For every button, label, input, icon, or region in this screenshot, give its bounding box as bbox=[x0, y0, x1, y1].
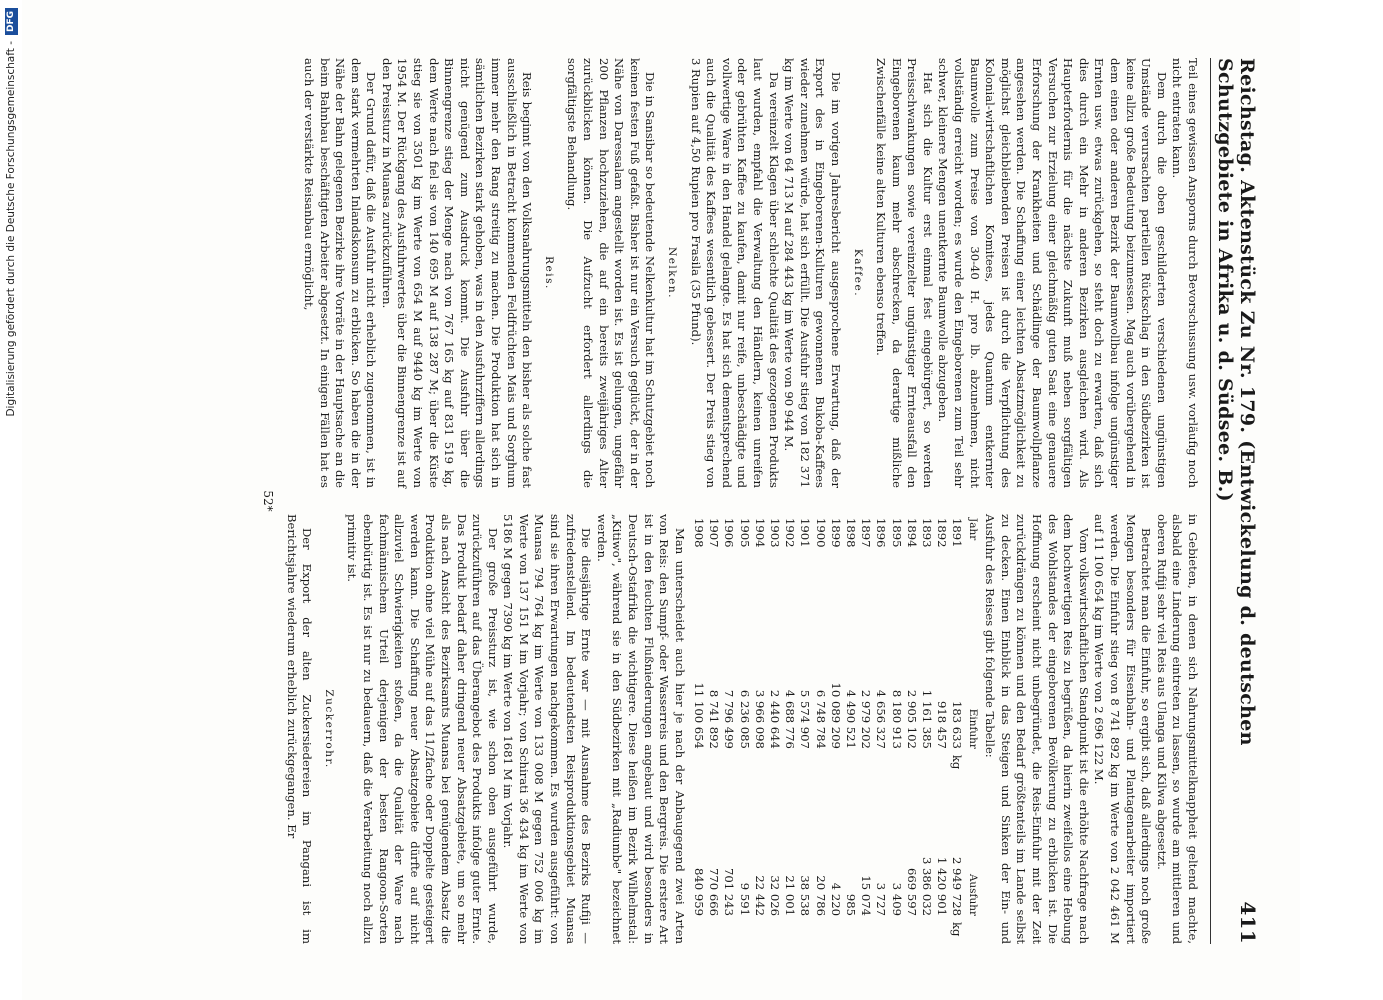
paragraph: Teil eines gewissen Ansporns durch Bevorschussung usw. vorläufig noch nicht entraten kann. bbox=[1170, 58, 1200, 488]
cell-import: 10 089 209 bbox=[828, 682, 843, 749]
cell-unit bbox=[797, 920, 812, 944]
section-heading-kaffee: Kaffee. bbox=[851, 248, 864, 298]
cell-export: 2 949 728 bbox=[950, 856, 965, 916]
cell-unit bbox=[828, 920, 843, 944]
rice-trade-table bbox=[691, 514, 980, 944]
cell-export: 3 386 032 bbox=[920, 856, 935, 916]
paragraph: Die in Sansibar so bedeutende Nelkenkultur hat im Schutzgebiet noch keinen festen Fuß gefaßt. Bisher ist nur ein Versuch geglückt, der in der Nähe von Daressalam angestellt worden ist. Es ist gelungen, ungefähr 200 Pflanzen hochzuziehen, die auf ein bereits zweijähriges Alter zurückblicken können. Die Aufzucht erfordert allerdings die sorgfältigste Behandlung. bbox=[565, 58, 658, 488]
cell-import: 4 656 327 bbox=[874, 689, 889, 749]
cell-year: 1898 bbox=[844, 518, 859, 548]
cell-unit bbox=[782, 920, 797, 944]
cell-year: 1902 bbox=[783, 518, 798, 548]
cell-import: 11 100 654 bbox=[692, 682, 707, 749]
cell-unit bbox=[919, 753, 934, 777]
table-row bbox=[904, 514, 919, 944]
section-heading-zuckerrohr: Zuckerrohr. bbox=[322, 689, 335, 769]
table-row bbox=[782, 514, 797, 944]
table-header-row bbox=[964, 514, 979, 944]
page-header bbox=[1210, 58, 1260, 944]
cell-import: 2 905 102 bbox=[904, 689, 919, 749]
cell-export: 840 959 bbox=[692, 868, 707, 916]
cell-unit bbox=[721, 920, 736, 944]
paragraph: Hat sich die Kultur erst einmal fest eingebürgert, so werden Preisschwankungen sowie vereinzelter ungünstiger Ernteausfall den Eingeborenen kaum mehr abschrecken, da derartige mißliche Zwischenfälle keine alten Kulturen ebenso treffen. bbox=[874, 58, 935, 488]
paragraph: Vom volkswirtschaftlichen Standpunkt ist die erhöhte Nachfrage nach dem hochwertigen Reis zu begrüßen, da hierin zweifellos eine Hebung des Wohlstandes der eingeborenen Bevölkerung zu erblicken ist. Die Hoffnung erscheint nicht unbegründet, die Reis-Einfuhr mit der Zeit zurückdrängen zu können und den Bedarf größtenteils im Lande selbst zu decken. Einen Einblick in das Steigen und Sinken der Ein- und Ausfuhr des Reises gibt folgende Tabelle: bbox=[983, 514, 1091, 944]
cell-unit bbox=[752, 753, 767, 777]
cell-year: 1908 bbox=[692, 518, 707, 548]
cell-unit bbox=[706, 920, 721, 944]
cell-unit: kg bbox=[950, 754, 965, 770]
cell-unit bbox=[812, 753, 827, 777]
paragraph: Der große Preissturz ist, wie schon oben ausgeführt wurde, zurückzuführen auf das Überangebot des Produkts infolge guter Ernte. Das Produkt bedarf daher dringend neuer Absatzgebiete, um so mehr als nach Ansicht des Bezirksamts Muansa bei genügendem Absatz die Produktion ohne viel Mühe auf das 11/2fache oder Doppelte gesteigert werden kann. Die Schaffung neuer Absatzgebiete dürfte auf nicht allzuviel Schwierigkeiten stoßen, da die Qualität der Ware nach fachmännischem Urteil derjenigen der besten Rangoon-Sorten ebenbürtig ist. Es ist nur zu bedauern, daß die Verarbeitung noch allzu primitiv ist. bbox=[345, 514, 500, 944]
table-row bbox=[843, 514, 858, 944]
cell-unit bbox=[888, 753, 903, 777]
section-heading-nelken: Nelken. bbox=[666, 247, 678, 299]
cell-export: 3 409 bbox=[889, 882, 904, 916]
cell-unit bbox=[888, 920, 903, 944]
table-row bbox=[736, 514, 751, 944]
cell-unit bbox=[752, 920, 767, 944]
cell-unit bbox=[904, 920, 919, 944]
paragraph: Der Export der alten Zuckersiedereien im Pangani ist im Berichtsjahre wiederum erheblich zurückgegangen. Er bbox=[284, 514, 315, 944]
cell-export: 985 bbox=[844, 893, 859, 916]
page-number: 411 bbox=[1236, 901, 1260, 944]
cell-year: 1896 bbox=[874, 518, 889, 548]
cell-unit bbox=[843, 920, 858, 944]
cell-unit bbox=[706, 753, 721, 777]
cell-unit bbox=[736, 753, 751, 777]
cell-unit bbox=[858, 753, 873, 777]
column-header-export: Ausfuhr bbox=[966, 873, 979, 916]
paragraph: Betrachtet man die Einfuhr, so ergibt sich, daß allerdings noch große Mengen besonders für Eisenbahn- und Plantagenarbeiter importiert werden. Die Einfuhr stieg von 8 741 892 kg im Werte von 2 042 461 M auf 11 100 654 kg im Werte von 2 696 122 M. bbox=[1092, 514, 1154, 944]
cell-unit bbox=[934, 753, 949, 777]
paragraph: Reis beginnt von den Volksnahrungsmitteln den bisher als solche fast ausschließlich in Betracht kommenden Feldfrüchten Mais und Sorghum immer mehr den Rang streitig zu machen. Die Produktion hat sich in sämtlichen Bezirken stark gehoben, was in den Ausfuhrziffern allerdings nicht genügend zum Ausdruck kommt. Die Ausfuhr über die Binnengrenze stieg der Menge nach von 767 165 kg auf 831 519 kg, dem Werte nach fiel sie von 140 695 M auf 138 287 M; über die Küste stieg sie von 3501 kg im Werte von 654 M auf 9440 kg im Werte von 1954 M. Der Rückgang des Ausfuhrwertes über die Binnengrenze ist auf den Preissturz in Muansa zurückzuführen. bbox=[379, 58, 535, 488]
table-row bbox=[873, 514, 888, 944]
table-row bbox=[721, 514, 736, 944]
cell-import: 1 161 385 bbox=[920, 689, 935, 749]
cell-unit bbox=[736, 920, 751, 944]
table-row bbox=[706, 514, 721, 944]
cell-export: 20 786 bbox=[813, 875, 828, 916]
footer-number: 52* bbox=[260, 490, 275, 512]
cell-year: 1891 bbox=[950, 518, 965, 548]
cell-export: 21 001 bbox=[783, 875, 798, 916]
cell-import: 8 180 913 bbox=[889, 689, 904, 749]
column-header-year: Jahr bbox=[966, 518, 979, 541]
cell-year: 1892 bbox=[935, 518, 950, 548]
cell-unit bbox=[858, 920, 873, 944]
cell-import: 4 490 521 bbox=[844, 689, 859, 749]
cell-unit bbox=[782, 753, 797, 777]
cell-export: 38 538 bbox=[798, 875, 813, 916]
cell-unit bbox=[934, 920, 949, 944]
cell-unit bbox=[843, 753, 858, 777]
cell-year: 1894 bbox=[904, 518, 919, 548]
table-row bbox=[752, 514, 767, 944]
cell-export: 669 597 bbox=[904, 868, 919, 916]
cell-export: 32 026 bbox=[768, 875, 783, 916]
table-row bbox=[949, 514, 964, 944]
paragraph: Da vereinzelt Klagen über schlechte Qualität des gezogenen Produkts laut wurden, empfahl die Verwaltung den Händlern, keinen unreifen oder gebrühten Kaffee zu kaufen, damit nur reife, unbeschädigte und vollwertige Ware in den Handel gelangte. Es hat sich dementsprechend auch die Qualität des Kaffees wesentlich gebessert. Der Preis stieg von 3 Rupien auf 4,50 Rupien pro Frasila (35 Pfund). bbox=[688, 58, 781, 488]
paragraph: Dem durch die oben geschilderten verschiedenen ungünstigen Umstände verursachten partiellen Rückschlag in den Südbezirken ist keine allzu große Bedeutung beizumessen. Mag auch vorübergehend in dem einen oder anderen Bezirk der Baumwollbau infolge ungünstiger Ernten usw. etwas zurückgehen, so steht doch zu erwarten, daß sich dies durch ein Mehr in anderen Bezirken ausgleichen wird. Als Haupterfordernis für die nächste Zukunft muß neben sorgfältigen Versuchen zur Erzielung einer gleichmäßig guten Saat eine genauere Erforschung der Krankheiten und Schädlinge der Baumwollpflanze angesehen werden. Die Schaffung einer leichten Absatzmöglichkeit zu möglichst gleichbleibenden Preisen ist durch die Verpflichtung des Kolonial-wirtschaftlichen Komitees, jedes Quantum entkernter Baumwolle zum Preise von 30-40 H. pro lb. abzunehmen, nicht vollständig erreicht worden; es wurde den Eingeborenen zum Teil sehr schwer, kleinere Mengen unentkernte Baumwolle abzugeben. bbox=[936, 58, 1169, 488]
cell-unit bbox=[904, 753, 919, 777]
cell-unit bbox=[873, 920, 888, 944]
cell-import: 8 741 892 bbox=[707, 689, 722, 749]
cell-import: 183 633 bbox=[950, 700, 965, 749]
cell-unit bbox=[919, 920, 934, 944]
cell-year: 1895 bbox=[889, 518, 904, 548]
cell-import: 6 748 784 bbox=[813, 689, 828, 749]
cell-year: 1905 bbox=[737, 518, 752, 548]
cell-import: 3 966 098 bbox=[752, 689, 767, 749]
cell-unit bbox=[721, 753, 736, 777]
table-row bbox=[767, 514, 782, 944]
header-title: Reichstag. Aktenstück Zu Nr. 179. (Entwickelung d. deutschen Schutzgebiete in Afrika u. d. Südsee. B.) bbox=[1214, 58, 1258, 746]
cell-import: 2 440 644 bbox=[768, 689, 783, 749]
table-body bbox=[691, 514, 965, 944]
cell-year: 1906 bbox=[722, 518, 737, 548]
cell-export: 701 243 bbox=[722, 868, 737, 916]
cell-year: 1907 bbox=[707, 518, 722, 548]
table-row bbox=[888, 514, 903, 944]
cell-year: 1897 bbox=[859, 518, 874, 548]
cell-export: 1 420 901 bbox=[935, 856, 950, 916]
cell-import: 7 796 499 bbox=[722, 689, 737, 749]
table-row bbox=[797, 514, 812, 944]
cell-unit bbox=[691, 753, 706, 777]
table-row bbox=[691, 514, 706, 944]
cell-unit bbox=[797, 753, 812, 777]
left-column bbox=[283, 58, 1200, 488]
section-heading-reis: Reis. bbox=[542, 256, 555, 290]
cell-export: 3 727 bbox=[874, 882, 889, 916]
table-row bbox=[828, 514, 843, 944]
paragraph: Der Grund dafür, daß die Ausfuhr nicht erheblich zugenommen, ist in dem stark vermehrten Inlandskonsum zu erblicken. So haben die in der Nähe der Bahn gelegenen Bezirke ihre Vorräte in der Hauptsache an die beim Bahnbau beschäftigten Arbeiter abgesetzt. In einigen Fällen hat es auch der verstärkte Reisanbau ermöglicht, bbox=[301, 58, 379, 488]
cell-year: 1904 bbox=[752, 518, 767, 548]
cell-year: 1899 bbox=[828, 518, 843, 548]
column-header-import: Einfuhr bbox=[966, 708, 979, 749]
column-header-unit bbox=[964, 753, 979, 777]
table-row bbox=[934, 514, 949, 944]
digitization-credit: Digitalisierung gefördert durch die Deutsche Forschungsgemeinschaft - bbox=[5, 41, 17, 417]
paragraph: Die im vorigen Jahresbericht ausgesprochene Erwartung, daß der Export des in Eingeborenen-Kulturen gewonnenen Bukoba-Kaffees wieder zunehmen würde, hat sich erfüllt. Die Ausfuhr stieg von 182 371 kg im Werte von 64 713 M auf 284 443 kg im Werte von 90 944 M. bbox=[782, 58, 843, 488]
text-columns bbox=[283, 58, 1200, 944]
cell-unit bbox=[828, 753, 843, 777]
table-row bbox=[812, 514, 827, 944]
cell-export: 770 666 bbox=[707, 868, 722, 916]
cell-unit bbox=[873, 753, 888, 777]
table-row bbox=[919, 514, 934, 944]
dfg-logo: DFG bbox=[5, 8, 18, 35]
cell-import: 6 236 085 bbox=[737, 689, 752, 749]
cell-unit: kg bbox=[950, 922, 965, 937]
cell-export: 9 591 bbox=[737, 882, 752, 916]
cell-export: 4 220 bbox=[828, 882, 843, 916]
cell-unit bbox=[767, 753, 782, 777]
cell-unit bbox=[812, 920, 827, 944]
table-row bbox=[858, 514, 873, 944]
cell-unit bbox=[691, 920, 706, 944]
cell-year: 1900 bbox=[813, 518, 828, 548]
cell-year: 1903 bbox=[768, 518, 783, 548]
paragraph: Man unterscheidet auch hier je nach der Anbaugegend zwei Arten von Reis: den Sumpf- oder Wasserreis und den Bergreis. Die erstere Art ist in den feuchten Flußniederungen angebaut und wird besonders in Deutsch-Ostafrika die wichtigere. Diese heißen im Bezirk Wilhelmstal: „Kitiwo", während sie in den Südbezirken mit „Radiumbe" bezeichnet werden. bbox=[594, 514, 687, 944]
column-header-unit bbox=[964, 920, 979, 944]
cell-year: 1893 bbox=[920, 518, 935, 548]
cell-export: 15 074 bbox=[859, 875, 874, 916]
right-column bbox=[283, 514, 1200, 944]
cell-export: 22 442 bbox=[752, 875, 767, 916]
cell-unit bbox=[767, 920, 782, 944]
cell-import: 918 457 bbox=[935, 700, 950, 749]
cell-year: 1901 bbox=[798, 518, 813, 548]
paragraph: Die diesjährige Ernte war — mit Ausnahme des Bezirks Rufiji — zufriedenstellend. Im bedeutendsten Reisproduktionsgebiet Muansa sind sie ihren Erwartungen nachgekommen. Es wurden ausgeführt: von Muansa 794 764 kg im Werte von 133 008 M gegen 752 006 kg im Werte von 137 151 M im Vorjahr; von Schirati 36 434 kg im Werte von 5186 M gegen 7390 kg im Werte von 1681 M im Vorjahr. bbox=[501, 514, 594, 944]
cell-import: 4 688 776 bbox=[783, 689, 798, 749]
digitization-sidebar bbox=[0, 0, 22, 1000]
cell-import: 2 979 202 bbox=[859, 689, 874, 749]
cell-import: 5 574 907 bbox=[798, 689, 813, 749]
paragraph: in Gebieten, in denen sich Nahrungsmittelknappheit geltend machte, alsbald eine Linderung eintreten zu lassen, so wurde am mittleren und oberen Rufiji sehr viel Reis aus Ulanga und Kilwa abgesetzt. bbox=[1154, 514, 1200, 944]
